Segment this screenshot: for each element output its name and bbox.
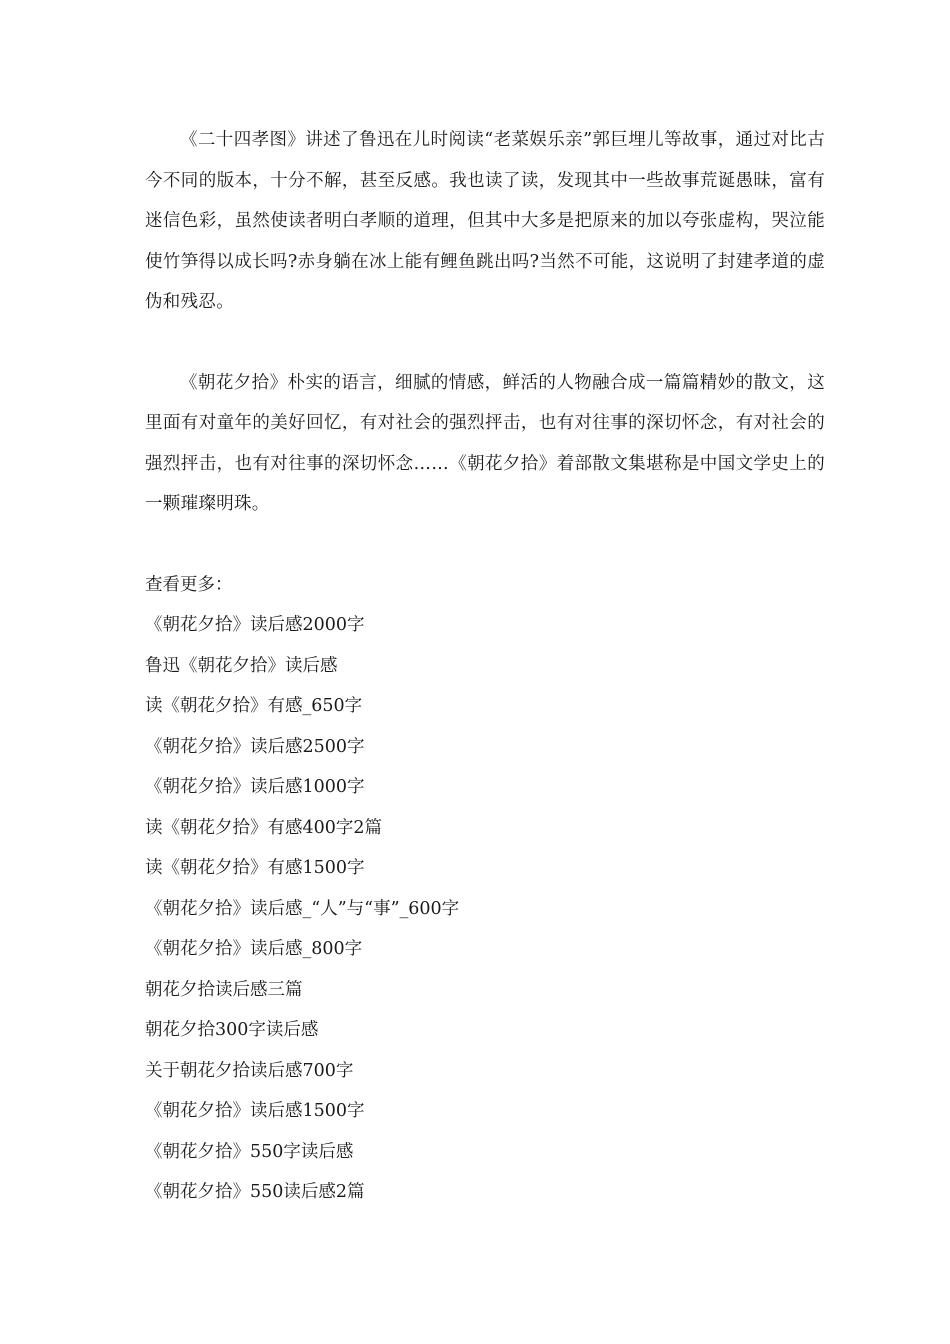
see-more-link[interactable]: 读《朝花夕拾》有感1500字 (145, 858, 365, 878)
see-more-link[interactable]: 朝花夕拾读后感三篇 (145, 979, 303, 1000)
paragraph-twenty-four-filial: 《二十四孝图》讲述了鲁迅在儿时阅读“老菜娱乐亲”郭巨埋儿等故事，通过对比古今不同的版本，十分不解，甚至反感。我也读了读，发现其中一些故事荒诞愚昧，富有迷信色彩，虽然使读者明白孝顺的道理，但其中大多是把原来的加以夸张虚构，哭泣能使竹笋得以成长吗?赤身躺在冰上能有鲤鱼跳出吗?当然不可能，这说明了封建孝道的虚伪和残忍。 (145, 130, 825, 312)
see-more-link[interactable]: 《朝花夕拾》读后感_800字 (145, 939, 363, 959)
see-more-link[interactable]: 关于朝花夕拾读后感700字 (145, 1060, 354, 1081)
see-more-link[interactable]: 《朝花夕拾》550字读后感 (145, 1141, 354, 1162)
see-more-link[interactable]: 《朝花夕拾》读后感2000字 (145, 615, 365, 635)
see-more-link[interactable]: 读《朝花夕拾》有感400字2篇 (145, 817, 383, 838)
see-more-link[interactable]: 鲁迅《朝花夕拾》读后感 (145, 655, 338, 676)
see-more-link[interactable]: 读《朝花夕拾》有感_650字 (145, 696, 363, 716)
see-more-link[interactable]: 《朝花夕拾》读后感_“人”与“事”_600字 (145, 898, 460, 919)
see-more-link[interactable]: 《朝花夕拾》读后感1000字 (145, 777, 365, 797)
see-more-link[interactable]: 《朝花夕拾》读后感1500字 (145, 1101, 365, 1121)
see-more-list (145, 605, 825, 1213)
paragraph-morning-flowers: 《朝花夕拾》朴实的语言，细腻的情感，鲜活的人物融合成一篇篇精妙的散文，这里面有对童年的美好回忆，有对社会的强烈抨击，也有对往事的深切怀念，有对社会的强烈抨击，也有对往事的深切怀念……《朝花夕拾》着部散文集堪称是中国文学史上的一颗璀璨明珠。 (145, 372, 825, 514)
see-more-link[interactable]: 《朝花夕拾》读后感2500字 (145, 736, 365, 757)
see-more-link[interactable]: 《朝花夕拾》550读后感2篇 (145, 1182, 365, 1202)
see-more-heading: 查看更多： (145, 574, 233, 595)
see-more-link[interactable]: 朝花夕拾300字读后感 (145, 1020, 319, 1040)
document-body (145, 120, 825, 1213)
